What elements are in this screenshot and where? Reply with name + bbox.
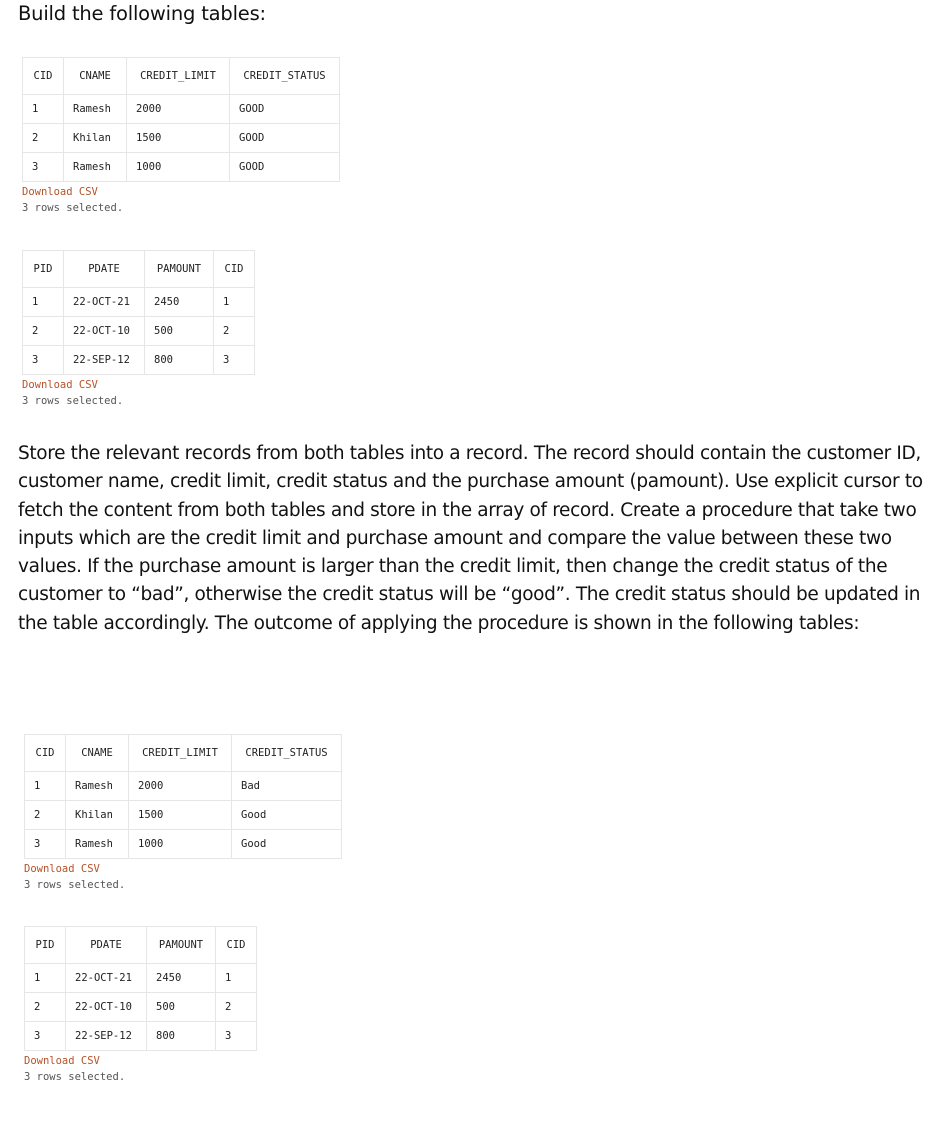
table-row — [25, 993, 257, 1022]
cell-cid: 1 — [25, 772, 66, 801]
column-header-cid: CID — [23, 58, 64, 95]
cell-credit-status: GOOD — [230, 124, 340, 153]
cell-credit-limit: 2000 — [129, 772, 232, 801]
cell-pamount: 2450 — [145, 288, 214, 317]
cell-pid: 2 — [25, 993, 66, 1022]
purchase-table-after — [24, 926, 257, 1051]
table-row — [23, 346, 255, 375]
column-header-pamount: PAMOUNT — [145, 251, 214, 288]
column-header-pamount: PAMOUNT — [147, 927, 216, 964]
table-row — [23, 95, 340, 124]
column-header-credit-status: CREDIT_STATUS — [232, 735, 342, 772]
table-row — [25, 1022, 257, 1051]
cell-credit-limit: 1000 — [127, 153, 230, 182]
table-header-row — [25, 735, 342, 772]
cell-credit-limit: 1500 — [127, 124, 230, 153]
table-header-row — [23, 251, 255, 288]
purchase-table-before — [22, 250, 255, 375]
cell-pamount: 500 — [145, 317, 214, 346]
customer-table-before — [22, 57, 340, 182]
column-header-pdate: PDATE — [64, 251, 145, 288]
cell-pid: 3 — [23, 346, 64, 375]
page-heading: Build the following tables: — [18, 2, 266, 25]
rows-selected-text: 3 rows selected. — [24, 1071, 126, 1083]
customer-table-after-block — [24, 734, 342, 894]
table-row — [25, 772, 342, 801]
cell-cid: 2 — [25, 801, 66, 830]
column-header-credit-limit: CREDIT_LIMIT — [127, 58, 230, 95]
cell-pamount: 800 — [147, 1022, 216, 1051]
cell-cid: 1 — [216, 964, 257, 993]
cell-pamount: 800 — [145, 346, 214, 375]
cell-credit-limit: 1500 — [129, 801, 232, 830]
cell-pid: 1 — [25, 964, 66, 993]
column-header-pdate: PDATE — [66, 927, 147, 964]
table-header-row — [25, 927, 257, 964]
table-row — [23, 317, 255, 346]
cell-cid: 2 — [214, 317, 255, 346]
cell-cid: 3 — [216, 1022, 257, 1051]
cell-pdate: 22-SEP-12 — [66, 1022, 147, 1051]
cell-credit-status: Good — [232, 830, 342, 859]
rows-selected-text: 3 rows selected. — [22, 395, 124, 407]
cell-credit-status: GOOD — [230, 153, 340, 182]
instructions-paragraph: Store the relevant records from both tables into a record. The record should contain the customer ID, customer name, credit limit, credit status and the purchase amount (pamount). Use explicit cursor to fetch the content from both tables and store in the array of record. Create a procedure that take two inputs which are the credit limit and purchase amount and compare the value between these two values. If the purchase amount is larger than the credit limit, then change the credit status of the customer to “bad”, otherwise the credit status will be “good”. The credit status should be updated in the table accordingly. The outcome of applying the procedure is shown in the following tables: — [18, 443, 923, 634]
column-header-cname: CNAME — [64, 58, 127, 95]
column-header-pid: PID — [25, 927, 66, 964]
download-csv-link[interactable]: Download CSV — [24, 863, 100, 875]
table-row — [23, 288, 255, 317]
cell-credit-status: GOOD — [230, 95, 340, 124]
cell-cid: 1 — [23, 95, 64, 124]
rows-selected-text: 3 rows selected. — [24, 879, 126, 891]
cell-pdate: 22-OCT-21 — [64, 288, 145, 317]
column-header-cid: CID — [25, 735, 66, 772]
download-csv-link[interactable]: Download CSV — [24, 1055, 100, 1067]
table-row — [25, 830, 342, 859]
cell-credit-limit: 2000 — [127, 95, 230, 124]
column-header-cid: CID — [214, 251, 255, 288]
cell-credit-limit: 1000 — [129, 830, 232, 859]
cell-cname: Ramesh — [64, 153, 127, 182]
table-row — [25, 964, 257, 993]
cell-cname: Ramesh — [64, 95, 127, 124]
cell-pdate: 22-OCT-10 — [66, 993, 147, 1022]
cell-cid: 1 — [214, 288, 255, 317]
table-row — [23, 153, 340, 182]
cell-pid: 1 — [23, 288, 64, 317]
table-row — [23, 124, 340, 153]
cell-cname: Khilan — [66, 801, 129, 830]
cell-pid: 3 — [25, 1022, 66, 1051]
table-header-row — [23, 58, 340, 95]
download-csv-link[interactable]: Download CSV — [22, 379, 98, 391]
column-header-cname: CNAME — [66, 735, 129, 772]
cell-cid: 3 — [25, 830, 66, 859]
customer-table-after — [24, 734, 342, 859]
purchase-table-before-block — [22, 250, 255, 410]
cell-cid: 3 — [23, 153, 64, 182]
column-header-pid: PID — [23, 251, 64, 288]
column-header-credit-limit: CREDIT_LIMIT — [129, 735, 232, 772]
customer-table-before-block — [22, 57, 340, 217]
cell-credit-status: Bad — [232, 772, 342, 801]
purchase-table-after-block — [24, 926, 257, 1086]
cell-credit-status: Good — [232, 801, 342, 830]
cell-cname: Ramesh — [66, 772, 129, 801]
cell-cid: 2 — [23, 124, 64, 153]
cell-pdate: 22-OCT-10 — [64, 317, 145, 346]
column-header-credit-status: CREDIT_STATUS — [230, 58, 340, 95]
rows-selected-text: 3 rows selected. — [22, 202, 124, 214]
cell-cid: 2 — [216, 993, 257, 1022]
cell-cid: 3 — [214, 346, 255, 375]
cell-cname: Ramesh — [66, 830, 129, 859]
download-csv-link[interactable]: Download CSV — [22, 186, 98, 198]
column-header-cid: CID — [216, 927, 257, 964]
cell-pdate: 22-SEP-12 — [64, 346, 145, 375]
cell-pamount: 2450 — [147, 964, 216, 993]
table-row — [25, 801, 342, 830]
cell-cname: Khilan — [64, 124, 127, 153]
cell-pdate: 22-OCT-21 — [66, 964, 147, 993]
cell-pamount: 500 — [147, 993, 216, 1022]
cell-pid: 2 — [23, 317, 64, 346]
